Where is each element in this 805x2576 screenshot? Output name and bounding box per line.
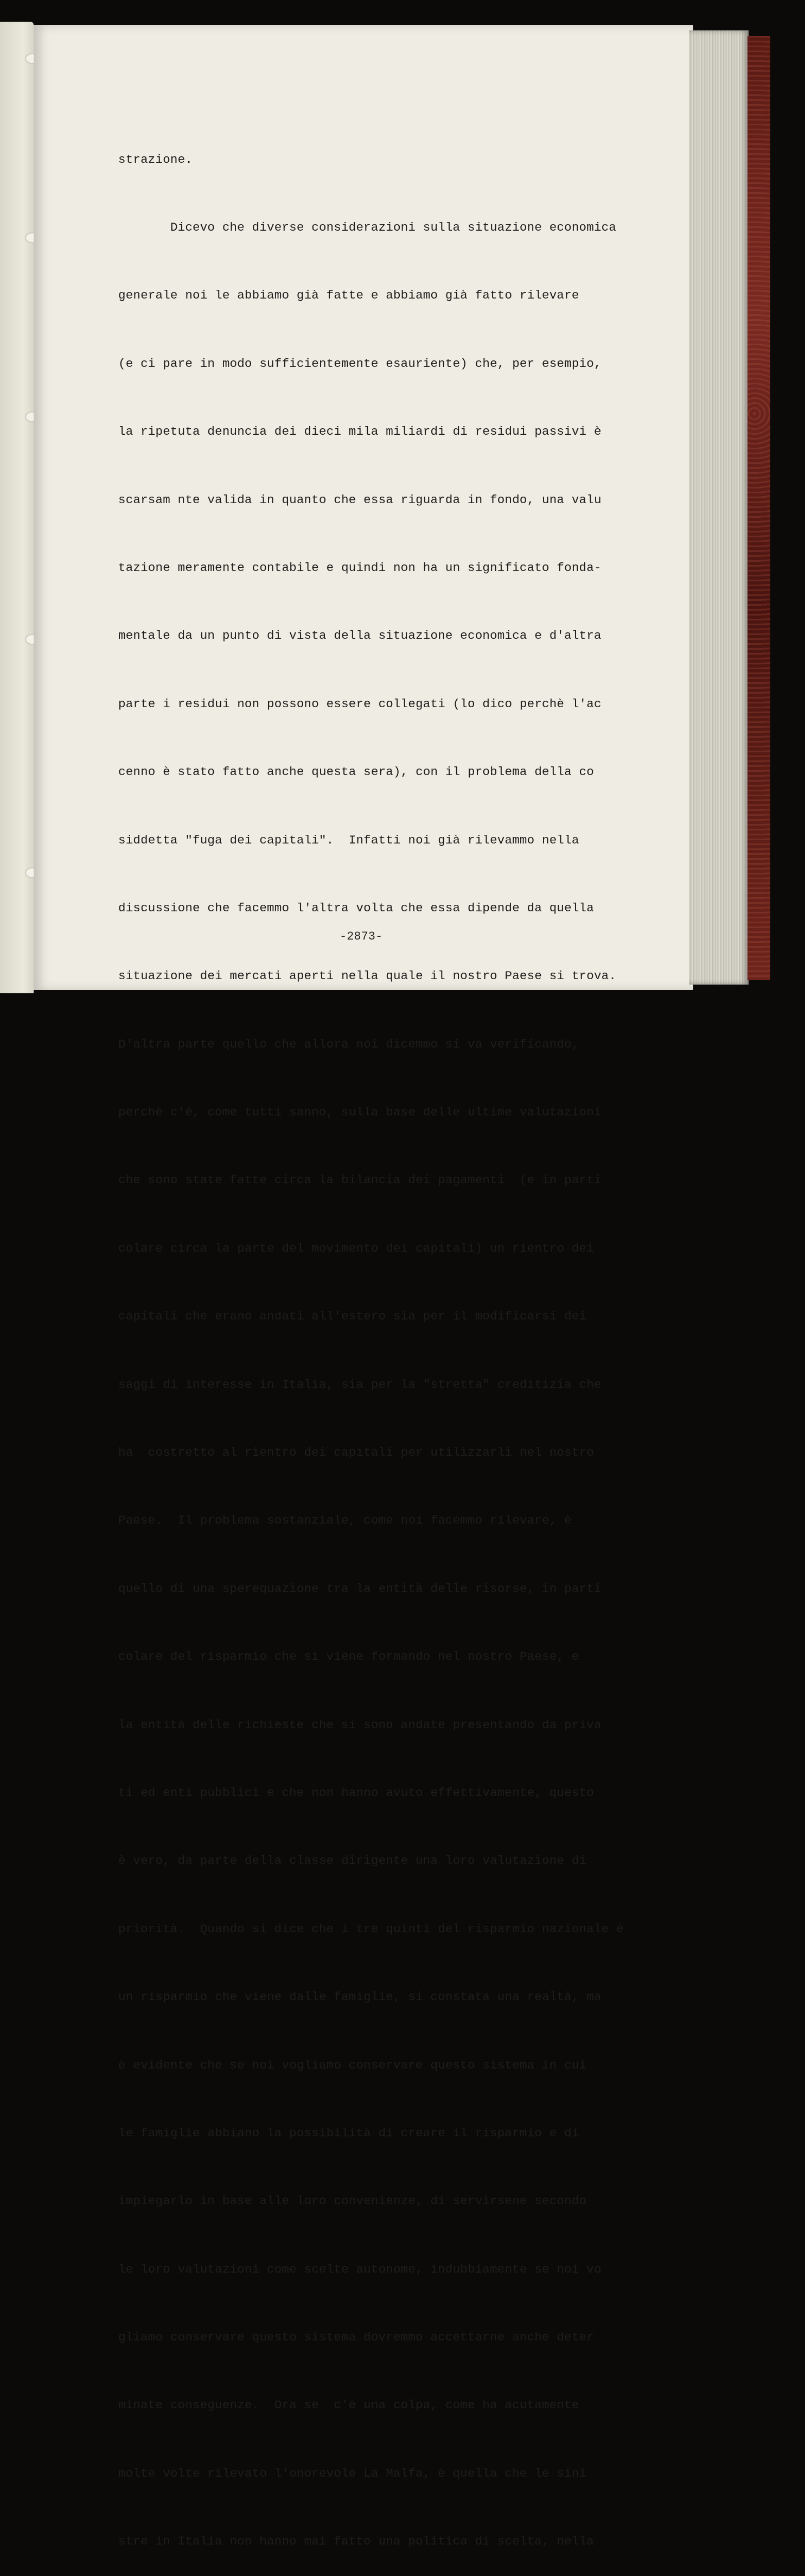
text-line: siddetta "fuga dei capitali". Infatti noi già rilevammo nella bbox=[118, 833, 579, 847]
text-line: Paese. Il problema sostanziale, come noi facemmo rilevare, è bbox=[118, 1513, 572, 1528]
text-line: la ripetuta denuncia dei dieci mila miliardi di residui passivi è bbox=[118, 424, 602, 439]
text-line: ha costretto al rientro dei capitali per utilizzarli nel nostro bbox=[118, 1445, 594, 1460]
page-edges bbox=[689, 30, 749, 985]
text-line: situazione dei mercati aperti nella quale il nostro Paese si trova. bbox=[118, 969, 617, 984]
text-line: perchè c'è, come tutti sanno, sulla base delle ultime valutazioni bbox=[118, 1105, 602, 1120]
text-line: è evidente che se noi vogliamo conservare questo sistema in cui bbox=[118, 2058, 587, 2072]
text-line: tazione meramente contabile e quindi non ha un significato fonda- bbox=[118, 560, 602, 575]
text-line: Dicevo che diverse considerazioni sulla situazione economica bbox=[118, 220, 617, 234]
text-line: (e ci pare in modo sufficientemente esauriente) che, per esempio, bbox=[118, 356, 602, 371]
text-line: mentale da un punto di vista della situazione economica e d'altra bbox=[118, 629, 602, 643]
text-line: le famiglie abbiano la possibilità di creare il risparmio e di bbox=[118, 2125, 579, 2140]
text-line: minate conseguenze. Ora se c'è una colpa, come ha acutamente bbox=[118, 2398, 579, 2413]
text-line: quello di una sperequazione tra la entità delle risorse, in parti bbox=[118, 1581, 602, 1596]
text-line: le loro valutazioni come scelte autonome, indubbiamente se noi vo bbox=[118, 2262, 602, 2276]
text-line: scarsam nte valida in quanto che essa riguarda in fondo, una valu bbox=[118, 492, 602, 507]
text-line: stre in Italia non hanno mai fatto una politica di scelta, nella bbox=[118, 2534, 594, 2549]
text-line: è vero, da parte della classe dirigente una loro valutazione di bbox=[118, 1854, 587, 1868]
text-line: priorità. Quando si dice che i tre quinti del risparmio nazionale è bbox=[118, 1921, 624, 1936]
left-page-edge bbox=[0, 22, 34, 993]
text-line: colare del risparmio che si viene formando nel nostro Paese, e bbox=[118, 1649, 579, 1664]
text-line: parte i residui non possono essere collegati (lo dico perchè l'ac bbox=[118, 696, 602, 711]
typed-text-body bbox=[118, 103, 661, 2576]
text-line: colare circa la parte del movimento dei capitali) un rientro dei bbox=[118, 1241, 594, 1255]
text-line: un risparmio che viene dalle famiglie, si constata una realtà, ma bbox=[118, 1990, 602, 2004]
text-line: molte volte rilevato l'onorevole La Malfa, è quella che le sini bbox=[118, 2466, 587, 2480]
text-line: impiegarlo in base alle loro convenienze, di servirsene secondo bbox=[118, 2194, 587, 2209]
text-line: capitali che erano andati all'estero sia per il modificarsi dei bbox=[118, 1309, 587, 1324]
text-line: strazione. bbox=[118, 152, 193, 167]
text-line: discussione che facemmo l'altra volta che essa dipende da quella bbox=[118, 900, 594, 915]
text-line: la entità delle richieste che si sono andate presentando da priva bbox=[118, 1717, 602, 1732]
text-line: gliamo conservare questo sistema dovremmo accettarne anche deter bbox=[118, 2330, 594, 2345]
text-line: saggi di interesse in Italia, sia per la "stretta" creditizia che bbox=[118, 1377, 602, 1392]
text-line: cenno è stato fatto anche questa sera), con il problema della co bbox=[118, 765, 594, 779]
text-line: ti ed enti pubblici e che non hanno avuto effettivamente, questo bbox=[118, 1785, 594, 1800]
text-line: D'altra parte quello che allora noi dicemmo si va verificando, bbox=[118, 1037, 579, 1051]
book-cover bbox=[748, 36, 770, 980]
text-line: generale noi le abbiamo già fatte e abbiamo già fatto rilevare bbox=[118, 288, 579, 303]
page-number: -2873- bbox=[340, 930, 383, 943]
text-line: che sono state fatte circa la bilancia dei pagamenti (e in parti bbox=[118, 1173, 602, 1188]
